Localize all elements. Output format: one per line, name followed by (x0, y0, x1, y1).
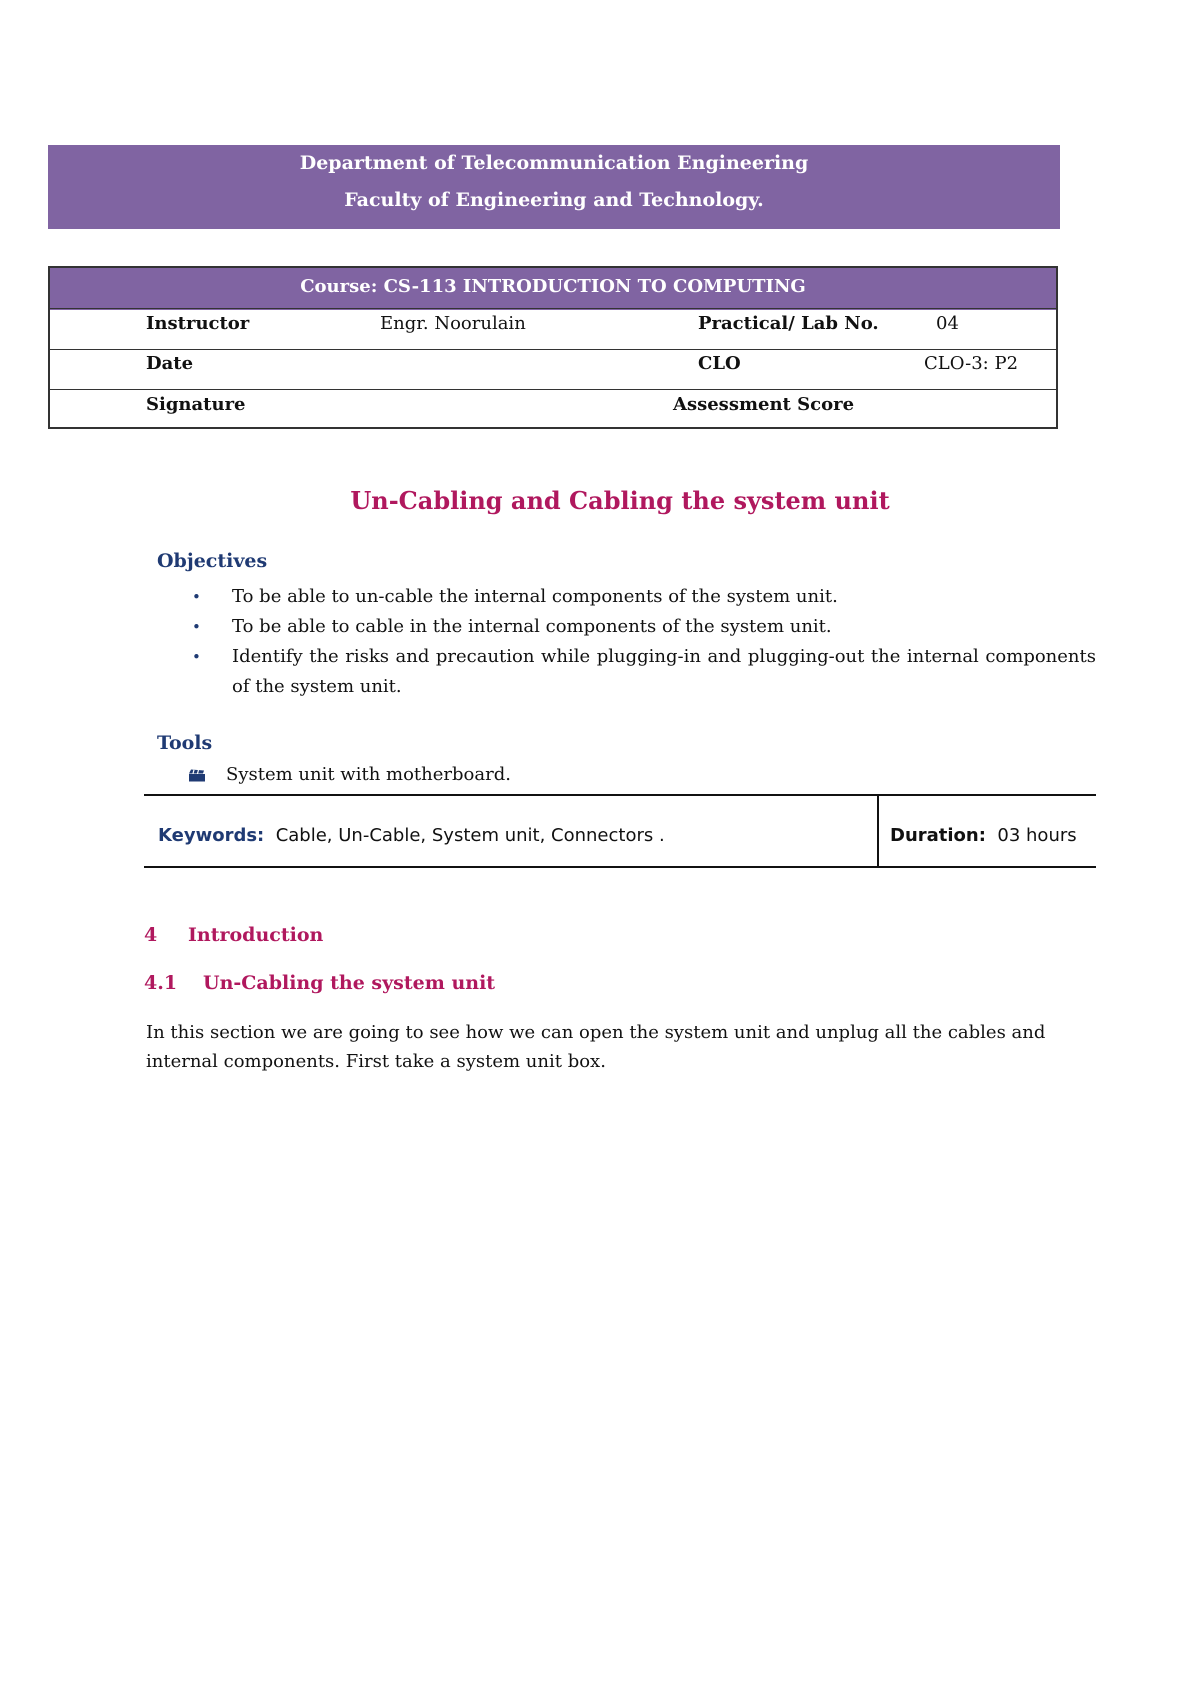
keywords-box (144, 794, 1096, 868)
subsection-heading (144, 972, 495, 994)
department-banner (48, 145, 1060, 229)
bullet-icon: • (192, 588, 201, 606)
bullet-icon: • (192, 648, 201, 666)
duration-label: Duration: (890, 825, 986, 846)
date-label: Date (146, 353, 194, 374)
subsection-title: Un-Cabling the system unit (203, 972, 496, 994)
keywords-label: Keywords: (158, 825, 265, 846)
intro-paragraph: In this section we are going to see how we can open the system unit and unplug all the cables and internal components. First take a system unit box. (146, 1022, 1046, 1072)
table-divider (50, 308, 1056, 309)
instructor-label: Instructor (146, 313, 250, 334)
objectives-heading: Objectives (157, 550, 268, 572)
list-item (192, 582, 1096, 612)
section-heading (144, 924, 323, 946)
clo-value: CLO-3: P2 (924, 353, 1019, 374)
keywords-value: Cable, Un-Cable, System unit, Connectors . (275, 825, 665, 846)
course-title: Course: CS-113 INTRODUCTION TO COMPUTING (50, 268, 1056, 310)
department-name: Department of Telecommunication Engineering (299, 152, 809, 174)
objective-text: To be able to cable in the internal components of the system unit. (232, 616, 832, 637)
objective-text: To be able to un-cable the internal components of the system unit. (232, 586, 838, 607)
tools-heading: Tools (157, 732, 213, 754)
table-divider (50, 349, 1056, 350)
keywords-divider (877, 794, 879, 868)
list-item (192, 612, 1096, 642)
signature-label: Signature (146, 394, 246, 415)
objectives-list (192, 582, 1096, 702)
keywords-bottom-border (144, 866, 1096, 868)
instructor-value: Engr. Noorulain (380, 313, 526, 334)
keywords-top-border (144, 794, 1096, 796)
objective-text: Identify the risks and precaution while plugging-in and plugging-out the internal components of the system unit. (232, 646, 1096, 697)
keywords-line (158, 825, 665, 846)
lab-label: Practical/ Lab No. (698, 313, 879, 334)
table-divider (50, 389, 1056, 390)
tool-text: System unit with motherboard. (226, 764, 511, 785)
course-info-table (48, 266, 1058, 429)
clo-label: CLO (698, 353, 741, 374)
duration-line (890, 825, 1077, 846)
lab-value: 04 (936, 313, 959, 334)
document-title: Un-Cabling and Cabling the system unit (350, 486, 890, 515)
subsection-number: 4.1 (144, 972, 178, 994)
faculty-name: Faculty of Engineering and Technology. (344, 189, 764, 211)
list-item (192, 642, 1096, 702)
section-title: Introduction (188, 924, 324, 946)
clapperboard-icon (188, 769, 206, 782)
score-label: Assessment Score (673, 394, 855, 415)
bullet-icon: • (192, 618, 201, 636)
section-number: 4 (144, 924, 158, 946)
tool-item (188, 764, 511, 785)
duration-value: 03 hours (997, 825, 1077, 846)
